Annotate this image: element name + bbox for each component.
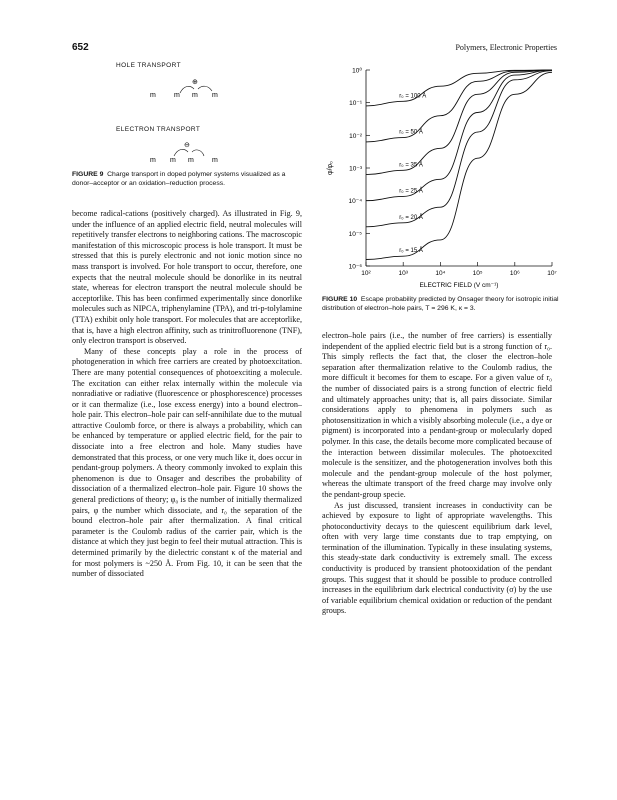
left-column <box>72 209 302 580</box>
right-paragraph-2: As just discussed, transient increases in conductivity can be achieved by exposure to light of appropriate wavelengths. This photoconductivity decays to the quiescent equilibrium dark level, often with very large time constants due to trap emptying, on termination of the illumination. Typically in these insulating systems, this steady-state dark conductivity is extremely small. The excess conductivity is produced by transient photooxidation of the pendant groups. This suggest that it should be possible to produce controlled increases in the equilibrium dark electrical conductivity (σ) by the use of variable equilibrium chemical oxidation or reduction of the pendant groups. <box>322 500 552 616</box>
x-tick-label: 10³ <box>398 270 408 277</box>
chart-labels <box>327 67 557 290</box>
x-axis-label: ELECTRIC FIELD (V cm⁻¹) <box>419 282 499 289</box>
y-tick-label: 10⁰ <box>352 67 362 75</box>
hole-molecule-3: m <box>192 92 198 99</box>
y-axis-label: φ/φ₀ <box>327 161 334 175</box>
left-paragraph-2: Many of these concepts play a role in the process of photogeneration in which free carriers are created by photoexcitation. There are many potential consequences of photoexciting a molecule. The excitation can either relax internally within the molecule via nonradiative or radiative (fluorescence or phosphorescence) processes or it can thermalize (i.e., lose excess energy) into a bound electron–hole pair. This electron–hole pair can self-annihilate due to the mutual attractive Coulomb force, or there is always a probability, which can be enhanced by temperature or applied electric field, for the pair to dissociate into a free electron and hole. Many studies have demonstrated that this process, or one very much like it, does occur in pendant-group polymers. A theory commonly invoked to explain this phenomenon is due to Onsager and describes the probability of dissociation of a thermalized electron–hole pair. Figure 10 shows the general predictions of theory; φ₀ is the number of initially thermalized pairs, φ the number which dissociate, and r₀ the separation of the bound electron–hole pair after thermalization. A final critical parameter is the Coulomb radius of the carrier pair, which is the distance at which they just begin to feel their mutual attraction. This is determined primarily by the dielectric constant κ of the material and for most polymers is ~250 Å. From Fig. 10, it can be seen that the number of dissociated <box>72 346 302 579</box>
series-line-1 <box>366 70 552 106</box>
series-line-3 <box>366 70 552 175</box>
hole-transfer-arrow-2 <box>198 86 212 91</box>
electron-charge: ⊖ <box>184 142 190 149</box>
right-paragraph-1: electron–hole pairs (i.e., the number of free carriers) is essentially independent of the applied electric field but is a strong function of r₀. This simply reflects the fact that, the closer the electron–hole separation after thermalization relative to the Coulomb radius, the more difficult it becomes for them to escape. For a given value of r₀ the number of dissociated pairs is a strong function of electric field and ultimately approaches unity; that is, all pairs dissociate. Similar considerations apply to phenomena in polymers such as photosensitization in which a visibly absorbing molecule (i.e., a dye or pigment) is incorporated into a pendant-group or molecularly doped polymer. In this case, the details become more complicated because of the interaction between dissimilar molecules. The photoexcited molecule is the sensitizer, and the photogeneration involves both this molecule and the pendant-group molecule of the host polymer, whereas the ultimate transport of the freed charge may involve only the pendant-group specie. <box>322 331 552 499</box>
x-tick-label: 10⁶ <box>509 270 520 277</box>
x-tick-label: 10⁴ <box>435 270 446 277</box>
electron-transport-label: ELECTRON TRANSPORT <box>116 126 201 133</box>
hole-charge: ⊕ <box>192 79 198 86</box>
hole-transport-scheme <box>140 75 240 105</box>
series-label-3: r₀ = 35 Å <box>399 162 423 169</box>
electron-transfer-arrow-1 <box>174 149 188 156</box>
hole-molecule-1: m <box>150 92 156 99</box>
chart-series <box>366 70 552 260</box>
figure9-caption <box>72 171 304 188</box>
running-title: Polymers, Electronic Properties <box>455 43 557 52</box>
figure10-chart <box>322 58 562 298</box>
x-tick-label: 10⁷ <box>547 270 557 277</box>
figure9-caption-label: FIGURE 9 <box>72 171 104 178</box>
electron-molecule-3: m <box>188 157 194 164</box>
figure10-caption-text: Escape probability predicted by Onsager theory for isotropic initial distribution of electron–hole pairs, T = 296 K, κ = 3. <box>322 296 559 312</box>
electron-molecule-4: m <box>212 157 218 164</box>
figure9-caption-text: Charge transport in doped polymer systems visualized as a donor–acceptor or an oxidation–reduction process. <box>72 171 286 187</box>
series-label-1: r₀ = 100 Å <box>399 93 427 100</box>
series-label-6: r₀ = 15 Å <box>399 248 423 255</box>
hole-molecule-4: m <box>212 92 218 99</box>
figure10-caption <box>322 296 560 313</box>
electron-transfer-arrow-2 <box>192 150 204 156</box>
series-line-4 <box>366 70 552 201</box>
electron-transport-scheme <box>140 138 240 168</box>
y-tick-label: 10⁻³ <box>349 165 362 173</box>
page-number: 652 <box>72 42 89 53</box>
series-line-5 <box>366 71 552 227</box>
y-tick-label: 10⁻⁵ <box>348 230 362 238</box>
hole-molecule-2: m <box>174 92 180 99</box>
series-label-5: r₀ = 20 Å <box>399 214 423 221</box>
y-tick-label: 10⁻⁴ <box>348 198 362 206</box>
hole-transport-label: HOLE TRANSPORT <box>116 62 181 69</box>
series-label-2: r₀ = 50 Å <box>399 129 423 136</box>
electron-molecule-1: m <box>150 157 156 164</box>
y-tick-label: 10⁻⁶ <box>348 263 362 271</box>
series-label-4: r₀ = 25 Å <box>399 188 423 195</box>
x-tick-label: 10⁵ <box>472 270 483 277</box>
series-line-2 <box>366 70 552 142</box>
figure10-caption-label: FIGURE 10 <box>322 296 358 303</box>
electron-molecule-2: m <box>170 157 176 164</box>
left-paragraph-1: become radical-cations (positively charged). As illustrated in Fig. 9, under the influence of an applied electric field, neutral molecules will repetitively transfer electrons to neighboring cations. The macroscopic manifestation of this microscopic process is hole transport. It must be stressed that this is purely electronic and not ionic motion since no mass transport is involved. For hole transport to occur, therefore, one expects that the neutral molecule should be donorlike in its neutral state, whereas for electron transport the neutral molecule should be acceptorlike. This has been confirmed experimentally since donorlike molecules such as NIPCA, triphenylamine (TPA), and tri-p-tolylamine (TTA) exhibit only hole transport. For molecules that are acceptorlike, that is, have a high electron affinity, such as trinitrofluorenone (TNF), only electron transport is observed. <box>72 209 302 346</box>
series-line-6 <box>366 72 552 259</box>
x-tick-label: 10² <box>361 270 371 277</box>
y-tick-label: 10⁻¹ <box>349 100 362 108</box>
y-tick-label: 10⁻² <box>349 132 362 140</box>
right-column <box>322 331 552 617</box>
